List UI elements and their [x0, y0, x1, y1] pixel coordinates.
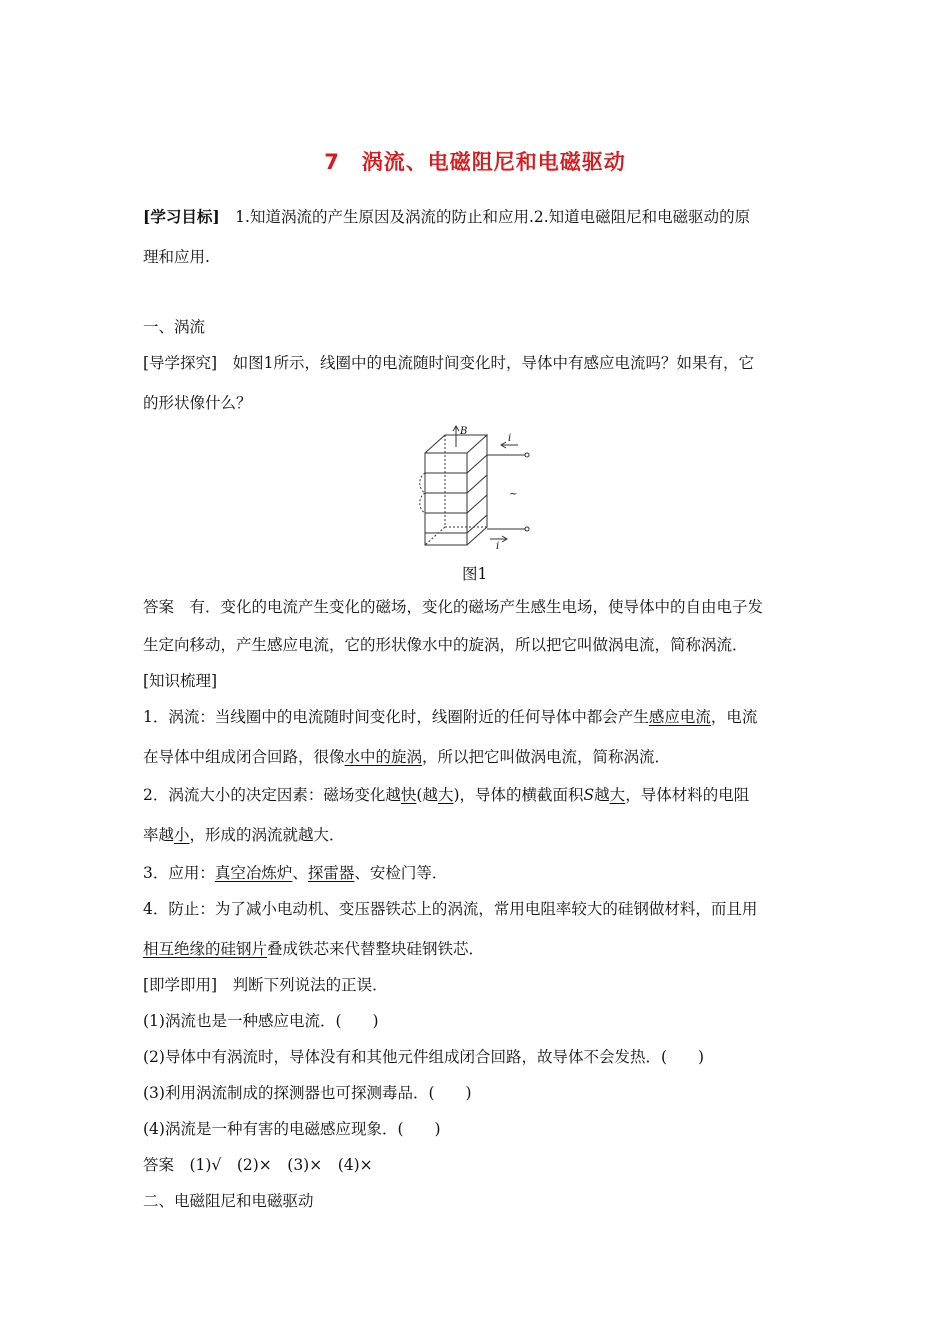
- inquiry-line2: 的形状像什么？: [143, 394, 252, 412]
- k1-text-d: 在导体中组成闭合回路，很像: [143, 748, 345, 766]
- knowledge-item-2-line2: [143, 824, 345, 846]
- label-i-bottom: i: [496, 541, 500, 552]
- k2-text-a: 2．涡流大小的决定因素：磁场变化越: [143, 786, 401, 804]
- answer-line2: 生定向移动，产生感应电流，它的形状像水中的旋涡，所以把它叫做涡电流，简称涡流．: [143, 636, 748, 654]
- k3-blank-detector: 探雷器: [307, 864, 355, 882]
- learning-goals-text: 1.知道涡流的产生原因及涡流的防止和应用.2.知道电磁阻尼和电磁驱动的原: [219, 208, 751, 226]
- learning-goals-line2: 理和应用.: [143, 248, 210, 266]
- k1-text-c: ，电流: [710, 708, 758, 726]
- k1-text-f: ，所以把它叫做涡电流，简称涡流．: [422, 748, 671, 766]
- label-ac: ~: [509, 489, 518, 500]
- k1-text-a: 1．涡流：当线圈中的电流随时间变化时，线圈附近的任何导体中都会产生: [143, 708, 649, 726]
- coil-winding: [425, 455, 487, 473]
- k3-text-e: 、安检门等．: [354, 864, 448, 882]
- k1-blank-vortex: 水中的旋涡: [344, 748, 423, 766]
- knowledge-item-1-line1: [143, 706, 757, 728]
- k1-blank-induced-current: 感应电流: [648, 708, 711, 726]
- knowledge-label: [知识梳理]: [143, 672, 218, 690]
- section2-heading: 二、电磁阻尼和电磁驱动: [143, 1192, 314, 1210]
- k3-blank-furnace: 真空冶炼炉: [214, 864, 293, 882]
- practice-answers: 答案 (1)√ (2)× (3)× (4)×: [143, 1156, 373, 1174]
- k2-text-c: (越: [416, 786, 438, 804]
- figure-caption: 图1: [462, 565, 488, 583]
- inquiry-line1: [143, 352, 754, 374]
- bottom-terminal: [525, 527, 529, 531]
- k4-blank-laminations: 相互绝缘的硅钢片: [143, 940, 268, 958]
- knowledge-item-1-line2: [143, 746, 670, 768]
- question-3: (3)利用涡流制成的探测器也可探测毒品．( ): [143, 1084, 472, 1102]
- k2-blank-large: 大: [437, 786, 454, 804]
- k4-text-c: 叠成铁芯来代替整块硅钢铁芯．: [267, 940, 485, 958]
- learning-goals-line1: [143, 206, 750, 228]
- answer-line1: 答案 有．变化的电流产生变化的磁场，变化的磁场产生感生电场，使导体中的自由电子发: [143, 598, 764, 616]
- top-terminal: [525, 453, 529, 457]
- section1-heading: 一、涡流: [143, 318, 206, 336]
- practice-line: [143, 974, 388, 996]
- k2-text-e: )，导体的横截面积: [453, 786, 584, 804]
- knowledge-item-2-line1: [143, 784, 749, 806]
- k2-text-l: ，形成的涡流就越大．: [189, 826, 345, 844]
- knowledge-item-4-line1: 4．防止：为了减小电动机、变压器铁芯上的涡流，常用电阻率较大的硅钢做材料，而且用: [143, 900, 758, 918]
- label-b: B: [460, 426, 468, 437]
- k2-text-g: 越: [594, 786, 610, 804]
- k2-symbol-s: S: [583, 786, 595, 804]
- inquiry-label: [导学探究]: [143, 354, 218, 372]
- k2-blank-area: 大: [609, 786, 626, 804]
- question-2: (2)导体中有涡流时，导体没有和其他元件组成闭合回路，故导体不会发热．( ): [143, 1048, 705, 1066]
- question-4: (4)涡流是一种有害的电磁感应现象．( ): [143, 1120, 441, 1138]
- coil-figure: [410, 425, 540, 555]
- practice-text: 判断下列说法的正误．: [217, 976, 388, 994]
- practice-label: [即学即用]: [143, 976, 218, 994]
- knowledge-item-3: [143, 862, 447, 884]
- knowledge-item-4-line2: [143, 938, 484, 960]
- block-front-face: [425, 453, 467, 545]
- k2-blank-small: 小: [174, 826, 190, 844]
- question-1: (1)涡流也是一种感应电流．( ): [143, 1012, 379, 1030]
- inquiry-text: 如图1所示，线圈中的电流随时间变化时，导体中有感应电流吗？如果有，它: [217, 354, 754, 372]
- k2-text-j: 率越: [143, 826, 175, 844]
- label-i-top: i: [508, 433, 512, 444]
- k3-text-c: 、: [292, 864, 308, 882]
- k2-text-i: ，导体材料的电阻: [625, 786, 750, 804]
- k2-blank-fast: 快: [400, 786, 417, 804]
- learning-goals-label: [学习目标]: [143, 207, 220, 226]
- page-title: 7 涡流、电磁阻尼和电磁驱动: [324, 150, 626, 174]
- k3-text-a: 3．应用：: [143, 864, 215, 882]
